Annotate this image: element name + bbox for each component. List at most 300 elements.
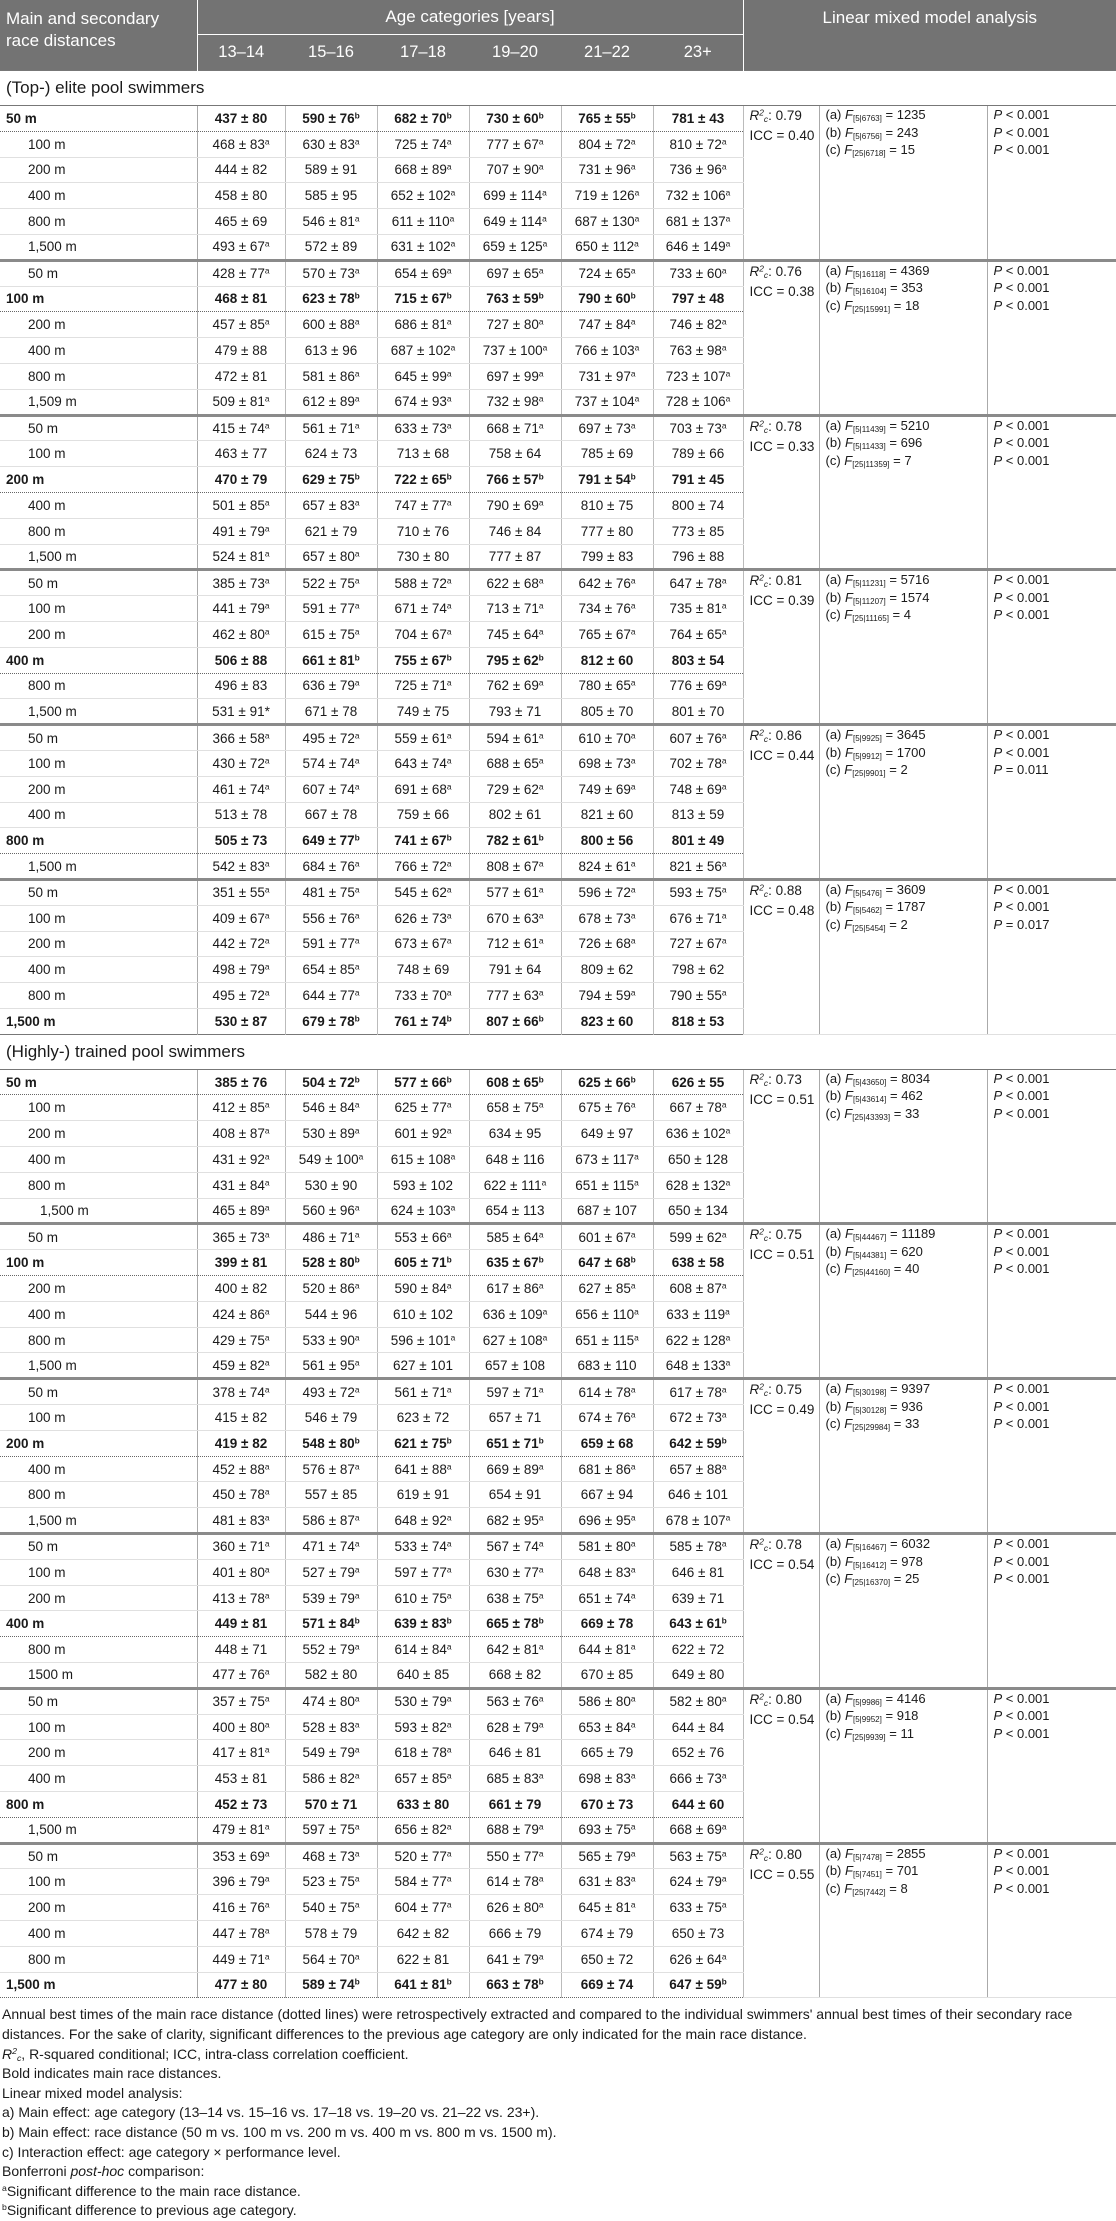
value-cell (469, 1008, 561, 1034)
value-cell (285, 157, 377, 183)
value-cell (653, 699, 743, 725)
value-cell (197, 1920, 285, 1946)
significance-mark: a (446, 368, 452, 379)
value-text: 737 ± 104 (574, 394, 635, 410)
r2-symbol: $R^2_c$ (749, 1536, 769, 1554)
value-cell (197, 1008, 285, 1034)
value-text: 630 ± 77 (486, 1564, 539, 1580)
icc-value: ICC = 0.38 (749, 283, 815, 299)
value-text: 600 ± 88 (302, 317, 355, 333)
value-cell (377, 1224, 469, 1250)
value-text: 661 ± 81 (302, 652, 355, 668)
significance-mark: a (634, 1306, 639, 1317)
value-cell (561, 621, 653, 647)
value-text: 666 ± 79 (488, 1925, 542, 1941)
value-text: 593 ± 75 (669, 885, 722, 901)
value-text: 481 ± 75 (302, 885, 355, 901)
significance-mark: a (446, 1280, 452, 1291)
significance-mark: b (446, 1976, 452, 1987)
race-distance-label: 1,500 m (28, 1357, 77, 1373)
value-cell (197, 183, 285, 209)
table-row (0, 879, 1116, 905)
value-cell (561, 725, 653, 751)
value-cell (377, 725, 469, 751)
value-cell (561, 1379, 653, 1405)
value-text: 762 ± 69 (486, 678, 539, 694)
p-value: P < 0.001 (993, 881, 1050, 897)
value-text: 560 ± 96 (302, 1203, 355, 1219)
p-value: P < 0.001 (993, 1571, 1050, 1587)
value-cell (197, 1224, 285, 1250)
value-cell (285, 1172, 377, 1198)
significance-mark: b (538, 1254, 544, 1265)
f-stat: (a) $F_{[5|7478]} = 2855$ (825, 1845, 926, 1862)
race-distance-label: 400 m (28, 343, 66, 359)
value-cell (653, 983, 743, 1009)
value-cell (285, 1482, 377, 1508)
race-distance-label: 800 m (28, 523, 66, 539)
significance-mark: b (630, 110, 636, 121)
value-cell (377, 1095, 469, 1121)
race-distance-cell (0, 1198, 197, 1224)
value-text: 732 ± 98 (486, 394, 539, 410)
value-cell (561, 1069, 653, 1095)
value-cell (653, 234, 743, 260)
value-text: 650 ± 73 (671, 1925, 725, 1941)
value-text: 622 ± 128 (665, 1332, 726, 1348)
significance-mark: a (538, 1384, 544, 1395)
value-cell (653, 183, 743, 209)
significance-mark: b (630, 290, 636, 301)
value-text: 818 ± 53 (671, 1013, 725, 1029)
value-cell (285, 1792, 377, 1818)
significance-mark: a (264, 136, 270, 147)
significance-mark: a (725, 1331, 731, 1342)
value-text: 796 ± 88 (671, 548, 725, 564)
value-cell (469, 1379, 561, 1405)
value-text: 737 ± 100 (482, 343, 543, 359)
value-text: 618 ± 78 (394, 1745, 447, 1761)
value-cell (561, 1559, 653, 1585)
value-cell (561, 544, 653, 570)
race-distance-label: 400 m (6, 652, 45, 668)
race-distance-label: 100 m (28, 1409, 66, 1425)
value-text: 641 ± 79 (486, 1951, 539, 1967)
value-text: 821 ± 56 (669, 858, 722, 874)
race-distance-cell (0, 905, 197, 931)
value-cell (285, 1714, 377, 1740)
value-text: 513 ± 78 (214, 807, 268, 823)
race-distance-label: 400 m (28, 1771, 66, 1787)
significance-mark: a (538, 393, 544, 404)
value-text: 400 ± 80 (212, 1719, 265, 1735)
value-text: 549 ± 79 (302, 1745, 355, 1761)
value-cell (285, 1379, 377, 1405)
value-cell (285, 1972, 377, 1998)
value-text: 697 ± 99 (486, 368, 539, 384)
value-text: 631 ± 102 (390, 239, 451, 255)
value-cell (469, 1430, 561, 1456)
value-text: 477 ± 80 (214, 1977, 268, 1993)
race-distance-label: 200 m (6, 1435, 45, 1451)
race-distance-cell (0, 1946, 197, 1972)
value-cell (285, 415, 377, 441)
significance-mark: b (446, 1013, 452, 1024)
significance-mark: a (538, 935, 544, 946)
value-text: 613 ± 96 (304, 343, 358, 359)
significance-mark: a (630, 316, 636, 327)
age-column-header: 23+ (653, 35, 743, 71)
value-text: 638 ± 75 (486, 1590, 539, 1606)
value-cell (197, 1430, 285, 1456)
value-cell (197, 1353, 285, 1379)
value-cell (561, 415, 653, 441)
value-cell (469, 931, 561, 957)
significance-mark: a (446, 677, 452, 688)
value-text: 823 ± 60 (580, 1013, 634, 1029)
significance-mark: b (721, 1435, 727, 1446)
age-column-header: 15–16 (285, 35, 377, 71)
value-cell (377, 879, 469, 905)
significance-mark: a (630, 1460, 636, 1471)
value-text: 639 ± 71 (671, 1590, 725, 1606)
value-text: 570 ± 71 (304, 1796, 358, 1812)
value-text: 574 ± 74 (302, 755, 355, 771)
r2-symbol: $R^2_c$ (749, 1226, 769, 1244)
value-cell (197, 234, 285, 260)
value-cell (561, 183, 653, 209)
value-cell (561, 1637, 653, 1663)
value-text: 586 ± 87 (302, 1512, 355, 1528)
r2-icc-cell (743, 1379, 819, 1534)
value-cell (285, 518, 377, 544)
significance-mark: a (264, 1306, 270, 1317)
value-text: 365 ± 73 (212, 1229, 265, 1245)
value-text: 766 ± 103 (574, 343, 635, 359)
value-cell (197, 1250, 285, 1276)
value-text: 748 ± 69 (669, 781, 722, 797)
p-value: P < 0.001 (993, 1226, 1050, 1242)
significance-mark: a (264, 1486, 270, 1497)
value-text: 471 ± 74 (302, 1539, 355, 1555)
value-text: 646 ± 149 (665, 239, 726, 255)
significance-mark: a (446, 935, 452, 946)
significance-mark: a (264, 1873, 270, 1884)
value-text: 805 ± 70 (580, 703, 634, 719)
value-text: 561 ± 95 (302, 1357, 355, 1373)
race-distance-label: 800 m (28, 368, 66, 384)
race-distance-label: 200 m (28, 781, 66, 797)
race-distance-cell (0, 467, 197, 493)
value-cell (653, 1508, 743, 1534)
significance-mark: a (446, 1099, 452, 1110)
value-text: 546 ± 81 (302, 214, 355, 230)
value-text: 781 ± 43 (671, 110, 725, 126)
value-cell (197, 1276, 285, 1302)
value-cell (377, 1301, 469, 1327)
significance-mark: a (538, 1280, 544, 1291)
value-text: 627 ± 85 (578, 1280, 631, 1296)
significance-mark: a (354, 857, 360, 868)
r2-value: $R^2_c$: 0.78 (749, 417, 802, 435)
value-text: 648 ± 116 (485, 1151, 545, 1167)
race-distance-cell (0, 312, 197, 338)
value-cell (377, 1482, 469, 1508)
significance-mark: a (264, 238, 270, 249)
value-cell (285, 1740, 377, 1766)
value-text: 590 ± 76 (302, 110, 355, 126)
value-text: 419 ± 82 (214, 1435, 268, 1451)
race-distance-label: 1,500 m (28, 239, 77, 255)
race-distance-cell (0, 621, 197, 647)
footnote-b: $^b$Significant difference to previous age category. (2, 2202, 297, 2219)
value-text: 684 ± 76 (302, 858, 355, 874)
value-cell (561, 131, 653, 157)
significance-mark: a (630, 781, 636, 792)
f-stats-cell (819, 415, 987, 570)
value-text: 763 ± 59 (486, 291, 539, 307)
value-text: 747 ± 84 (578, 317, 631, 333)
table-row (0, 1224, 1116, 1250)
value-cell (285, 1353, 377, 1379)
significance-mark: a (630, 987, 636, 998)
significance-mark: a (630, 1873, 636, 1884)
value-text: 669 ± 74 (580, 1977, 634, 1993)
significance-mark: b (354, 290, 360, 301)
significance-mark: a (354, 1951, 360, 1962)
value-text: 424 ± 86 (212, 1306, 265, 1322)
significance-mark: a (446, 910, 452, 920)
significance-mark: a (630, 1409, 636, 1420)
race-distance-label: 800 m (28, 1951, 66, 1967)
significance-mark: a (630, 1512, 636, 1523)
value-text: 638 ± 58 (671, 1255, 725, 1271)
significance-mark: a (538, 910, 544, 920)
value-cell (197, 1069, 285, 1095)
r2-value: $R^2_c$: 0.75 (749, 1381, 802, 1399)
value-cell (653, 389, 743, 415)
significance-mark: a (446, 1718, 452, 1729)
r2-icc-cell (743, 879, 819, 1034)
value-cell (653, 1430, 743, 1456)
f-stat: (a) $F_{[5|30198]} = 9397$ (825, 1381, 931, 1398)
race-distance-label: 100 m (28, 136, 66, 152)
value-cell (469, 209, 561, 235)
value-text: 794 ± 59 (578, 987, 631, 1003)
value-cell (377, 1766, 469, 1792)
r2-symbol: $R^2_c$ (749, 107, 769, 125)
value-cell (469, 1637, 561, 1663)
f-stat: (b) $F_{[5|16104]} = 353$ (825, 280, 923, 297)
significance-mark: a (446, 884, 452, 895)
value-cell (377, 338, 469, 364)
race-distance-cell (0, 1224, 197, 1250)
race-distance-label: 50 m (28, 266, 59, 282)
value-cell (469, 312, 561, 338)
value-cell (377, 673, 469, 699)
value-text: 642 ± 59 (669, 1435, 722, 1451)
significance-mark: a (354, 368, 360, 379)
value-cell (285, 1301, 377, 1327)
significance-mark: a (538, 1589, 544, 1600)
value-cell (377, 1121, 469, 1147)
icc-value: ICC = 0.54 (749, 1711, 815, 1727)
value-text: 530 ± 89 (302, 1126, 355, 1142)
f-stats-cell (819, 1688, 987, 1843)
value-text: 668 ± 89 (394, 162, 447, 178)
significance-mark: a (538, 1873, 544, 1884)
value-cell (285, 647, 377, 673)
race-distance-label: 100 m (28, 910, 66, 926)
race-distance-cell (0, 544, 197, 570)
value-cell (561, 312, 653, 338)
race-distance-cell (0, 1585, 197, 1611)
value-cell (377, 106, 469, 132)
value-text: 654 ± 85 (302, 962, 355, 978)
value-text: 650 ± 134 (668, 1203, 728, 1219)
value-cell (469, 1198, 561, 1224)
value-cell (285, 1008, 377, 1034)
value-cell (377, 518, 469, 544)
value-text: 723 ± 107 (665, 368, 726, 384)
value-text: 468 ± 81 (214, 291, 268, 307)
value-cell (197, 905, 285, 931)
significance-mark: b (446, 471, 452, 482)
value-cell (377, 1663, 469, 1689)
value-cell (561, 1327, 653, 1353)
value-cell (377, 1353, 469, 1379)
race-distance-cell (0, 1069, 197, 1095)
significance-mark: a (721, 316, 727, 327)
value-text: 588 ± 72 (394, 575, 447, 591)
significance-mark: b (446, 1435, 452, 1446)
significance-mark: a (450, 1202, 456, 1213)
significance-mark: a (721, 1770, 727, 1781)
value-text: 504 ± 72 (302, 1074, 355, 1090)
value-cell (561, 699, 653, 725)
value-text: 577 ± 66 (394, 1074, 447, 1090)
table-row (0, 1843, 1116, 1869)
value-text: 408 ± 87 (212, 1126, 265, 1142)
value-text: 804 ± 72 (578, 136, 631, 152)
significance-mark: a (630, 1538, 636, 1549)
value-cell (377, 441, 469, 467)
value-cell (653, 441, 743, 467)
value-text: 597 ± 75 (302, 1822, 355, 1838)
significance-mark: a (634, 1151, 639, 1162)
value-cell (561, 260, 653, 286)
significance-mark: b (354, 1615, 360, 1626)
value-text: 765 ± 55 (578, 110, 631, 126)
value-text: 646 ± 101 (668, 1487, 728, 1503)
value-cell (285, 1920, 377, 1946)
significance-mark: a (354, 420, 360, 431)
p-value: P < 0.001 (993, 1725, 1050, 1741)
value-text: 572 ± 89 (304, 239, 358, 255)
race-distance-cell (0, 389, 197, 415)
value-text: 631 ± 83 (578, 1874, 631, 1890)
race-distance-cell (0, 1817, 197, 1843)
value-text: 647 ± 78 (669, 575, 722, 591)
significance-mark: a (354, 1202, 360, 1213)
value-text: 505 ± 73 (214, 833, 268, 849)
value-cell (377, 1379, 469, 1405)
significance-mark: a (450, 238, 456, 249)
value-text: 556 ± 76 (302, 910, 355, 926)
age-categories-header: Age categories [years] (197, 0, 743, 35)
value-text: 731 ± 96 (578, 162, 631, 178)
f-stat: (b) $F_{[5|44381]} = 620$ (825, 1243, 923, 1260)
significance-mark: a (264, 1512, 270, 1523)
significance-mark: a (264, 393, 270, 404)
value-text: 628 ± 132 (665, 1177, 726, 1193)
significance-mark: a (725, 213, 731, 224)
value-cell (197, 1456, 285, 1482)
value-cell (469, 441, 561, 467)
value-cell (469, 1972, 561, 1998)
significance-mark: b (446, 110, 452, 121)
value-text: 626 ± 64 (669, 1951, 722, 1967)
value-cell (197, 828, 285, 854)
value-text: 621 ± 75 (394, 1435, 447, 1451)
value-text: 665 ± 79 (580, 1745, 634, 1761)
significance-mark: a (634, 213, 640, 224)
significance-mark: a (264, 935, 270, 946)
value-cell (377, 1008, 469, 1034)
value-cell (653, 1379, 743, 1405)
significance-mark: a (264, 523, 270, 534)
value-text: 821 ± 60 (580, 807, 634, 823)
race-distance-label: 200 m (28, 626, 66, 642)
value-text: 633 ± 119 (666, 1306, 726, 1322)
significance-mark: a (538, 265, 544, 276)
value-cell (377, 1637, 469, 1663)
value-text: 597 ± 71 (486, 1384, 539, 1400)
significance-mark: a (721, 265, 727, 276)
value-text: 416 ± 76 (212, 1900, 265, 1916)
value-cell (653, 363, 743, 389)
value-text: 627 ± 101 (393, 1357, 453, 1373)
value-text: 596 ± 72 (578, 885, 631, 901)
value-cell (469, 1069, 561, 1095)
value-cell (653, 1534, 743, 1560)
value-cell (561, 1843, 653, 1869)
f-stats-cell (819, 1069, 987, 1224)
value-text: 366 ± 58 (212, 730, 265, 746)
value-cell (469, 1121, 561, 1147)
p-value: P < 0.001 (993, 1536, 1050, 1552)
value-text: 622 ± 72 (671, 1642, 725, 1658)
f-stat: (c) $F_{[25|11359]} = 7$ (825, 452, 912, 469)
value-text: 385 ± 73 (212, 575, 265, 591)
race-distance-label: 1,500 m (28, 703, 77, 719)
value-cell (377, 1920, 469, 1946)
value-cell (197, 570, 285, 596)
value-cell (653, 209, 743, 235)
race-distance-cell (0, 1353, 197, 1379)
value-cell (285, 338, 377, 364)
value-cell (469, 234, 561, 260)
value-text: 764 ± 65 (669, 626, 722, 642)
value-cell (469, 1766, 561, 1792)
race-distance-header-line1: Main and secondary (6, 9, 160, 28)
f-stat: (a) $F_{[5|6763]} = 1235$ (825, 107, 926, 123)
value-text: 401 ± 80 (212, 1564, 265, 1580)
value-cell (197, 441, 285, 467)
value-cell (653, 828, 743, 854)
significance-mark: a (354, 935, 360, 946)
race-distance-cell (0, 1250, 197, 1276)
